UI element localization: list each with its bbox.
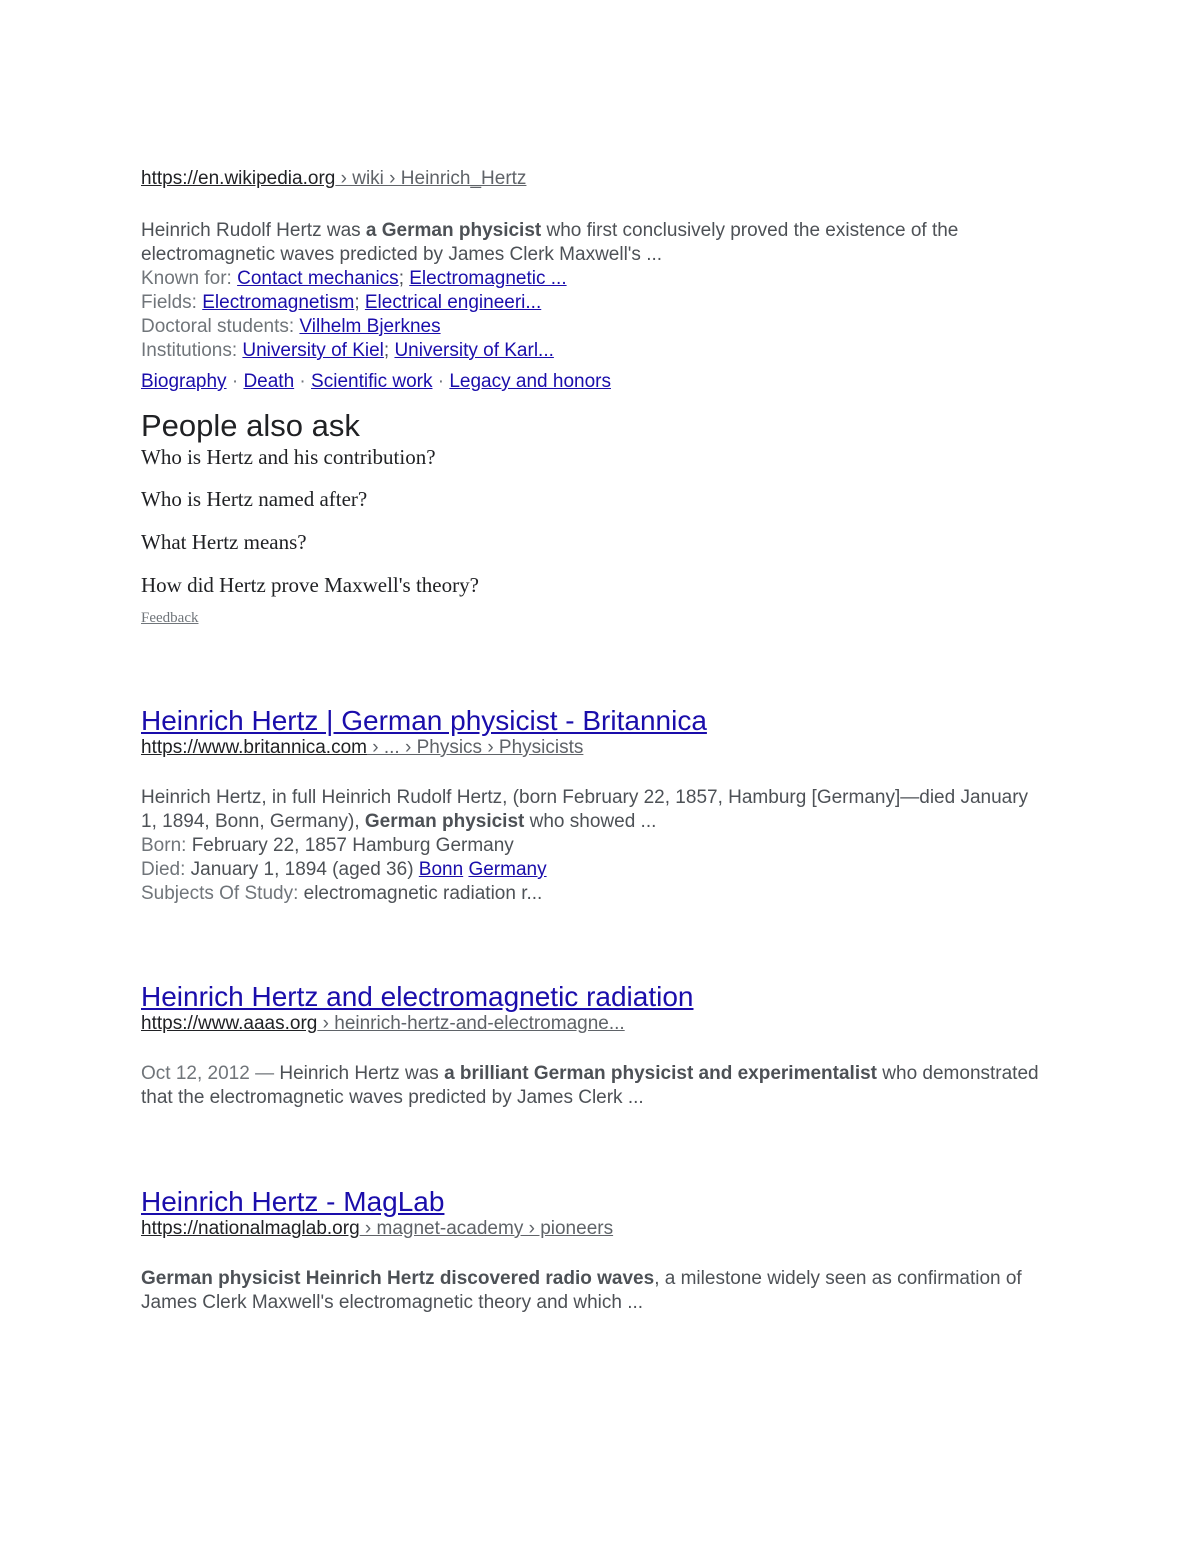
fact-doctoral-students: Doctoral students: Vilhelm Bjerknes	[141, 316, 441, 337]
result-title[interactable]: Heinrich Hertz - MagLab	[141, 1186, 445, 1217]
sitelinks: Biography · Death · Scientific work · Legacy and honors	[141, 371, 611, 392]
result-date: Oct 12, 2012 —	[141, 1063, 280, 1084]
sitelink-legacy-and-honors[interactable]: Legacy and honors	[449, 371, 611, 392]
fact-institutions: Institutions: University of Kiel; University of Karl...	[141, 340, 554, 361]
fact-link[interactable]: Vilhelm Bjerknes	[299, 316, 441, 337]
paa-heading: People also ask	[141, 408, 360, 443]
people-also-ask	[141, 408, 1041, 627]
feedback-link[interactable]: Feedback	[141, 610, 199, 626]
result-maglab	[141, 1186, 1041, 1315]
paa-question[interactable]: Who is Hertz named after?	[141, 487, 368, 511]
result-snippet: Heinrich Hertz, in full Heinrich Rudolf Hertz, (born February 22, 1857, Hamburg [Germany]—died January 1, 1894, Bonn, Germany), German physicist who showed ...	[141, 787, 1029, 832]
result-snippet: German physicist Heinrich Hertz discovered radio waves, a milestone widely seen as confirmation of James Clerk Maxwell's electromagnetic theory and which ...	[141, 1268, 1022, 1313]
fact-link[interactable]: Electromagnetism	[202, 292, 355, 313]
result-aaas	[141, 981, 1041, 1110]
fact-subjects: Subjects Of Study: electromagnetic radiation r...	[141, 883, 543, 904]
sitelink-scientific-work[interactable]: Scientific work	[311, 371, 433, 392]
fact-link[interactable]: Contact mechanics	[237, 268, 399, 289]
fact-born: Born: February 22, 1857 Hamburg Germany	[141, 835, 514, 856]
result-url[interactable]: https://nationalmaglab.org › magnet-academy › pioneers	[141, 1218, 614, 1239]
paa-question[interactable]: How did Hertz prove Maxwell's theory?	[141, 573, 479, 597]
result-snippet: Heinrich Rudolf Hertz was a German physicist who first conclusively proved the existence of the electromagnetic waves predicted by James Clerk Maxwell's ...	[141, 220, 959, 265]
result-wikipedia	[141, 168, 1041, 394]
fact-link[interactable]: University of Kiel	[242, 340, 384, 361]
result-britannica	[141, 705, 1041, 906]
fact-link[interactable]: University of Karl...	[394, 340, 554, 361]
paa-question[interactable]: What Hertz means?	[141, 530, 307, 554]
sitelink-death[interactable]: Death	[243, 371, 295, 392]
result-title[interactable]: Heinrich Hertz | German physicist - Britannica	[141, 705, 707, 736]
fact-fields: Fields: Electromagnetism; Electrical engineeri...	[141, 292, 542, 313]
paa-question[interactable]: Who is Hertz and his contribution?	[141, 445, 436, 469]
fact-link-bonn[interactable]: Bonn	[418, 859, 464, 880]
fact-link-germany[interactable]: Germany	[468, 859, 547, 880]
result-url[interactable]: https://en.wikipedia.org › wiki › Heinrich_Hertz	[141, 168, 527, 189]
result-url[interactable]: https://www.aaas.org › heinrich-hertz-and-electromagne...	[141, 1013, 625, 1034]
fact-link[interactable]: Electromagnetic ...	[409, 268, 567, 289]
fact-link[interactable]: Electrical engineeri...	[364, 292, 542, 313]
fact-died: Died: January 1, 1894 (aged 36) Bonn Germany	[141, 859, 547, 880]
fact-known-for: Known for: Contact mechanics; Electromagnetic ...	[141, 268, 567, 289]
result-title[interactable]: Heinrich Hertz and electromagnetic radiation	[141, 981, 694, 1012]
result-snippet: Oct 12, 2012 — Heinrich Hertz was a brilliant German physicist and experimentalist who demonstrated that the electromagnetic waves predicted by James Clerk ...	[141, 1063, 1039, 1108]
sitelink-biography[interactable]: Biography	[141, 371, 227, 392]
result-url[interactable]: https://www.britannica.com › ... › Physics › Physicists	[141, 737, 584, 758]
